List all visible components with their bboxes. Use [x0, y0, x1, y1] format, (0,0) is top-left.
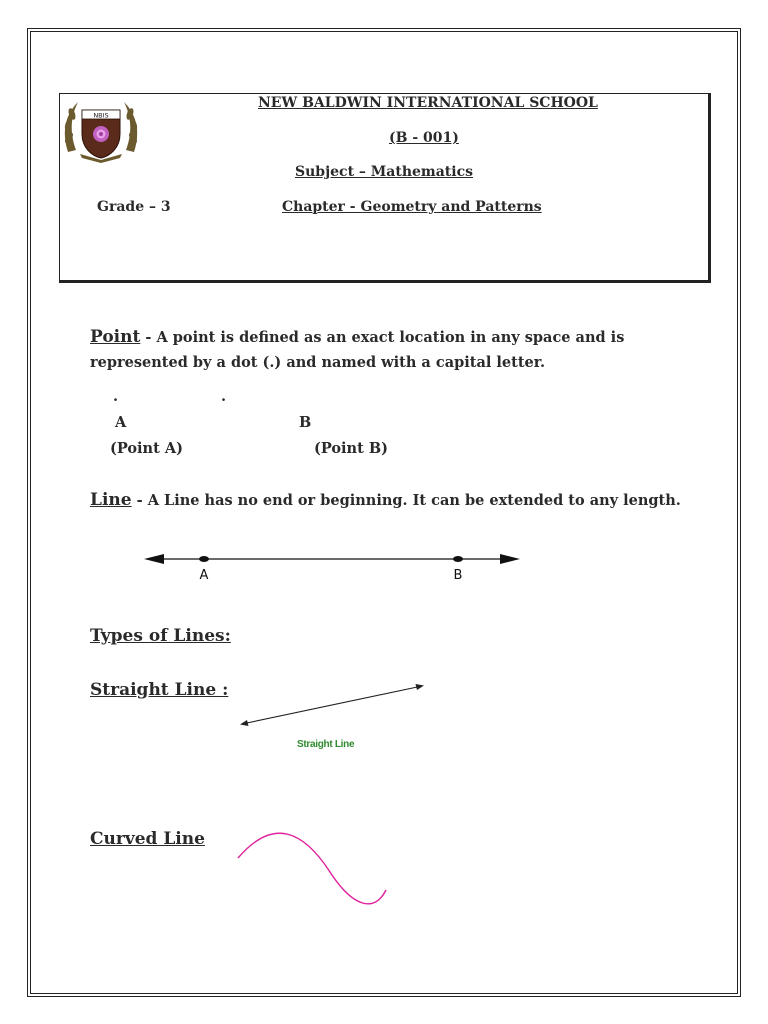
line-ab-diagram	[140, 540, 530, 590]
straight-line-heading: Straight Line :	[90, 680, 229, 700]
line-label-b: B	[453, 568, 463, 583]
point-a-dot: .	[113, 388, 119, 405]
straight-left-arrow-icon	[240, 720, 249, 726]
curved-line-heading: Curved Line	[90, 829, 205, 849]
point-b-marker	[453, 556, 463, 562]
point-definition-line1	[90, 324, 624, 351]
point-b-label: B	[299, 414, 312, 431]
line-definition	[90, 487, 681, 514]
subject-title: Subject – Mathematics	[295, 164, 473, 180]
school-code: (B - 001)	[389, 130, 459, 146]
types-of-lines-heading: Types of Lines:	[90, 626, 231, 646]
point-a-marker	[199, 556, 209, 562]
straight-right-arrow-icon	[416, 684, 425, 690]
chapter-title: Chapter - Geometry and Patterns	[282, 199, 542, 215]
point-definition-line2: represented by a dot (.) and named with a capital letter.	[90, 354, 546, 371]
school-crest-logo	[60, 94, 142, 164]
point-b-dot: .	[221, 388, 227, 405]
curved-line-diagram	[234, 828, 394, 912]
point-a-caption: (Point A)	[110, 440, 183, 457]
grade-label: Grade – 3	[97, 199, 171, 215]
line-label-a: A	[199, 568, 209, 583]
line-term: Line	[90, 490, 132, 510]
point-b-caption: (Point B)	[314, 440, 388, 457]
school-name: NEW BALDWIN INTERNATIONAL SCHOOL	[258, 95, 598, 111]
point-definition-text: - A point is defined as an exact location in any space and is	[140, 329, 625, 346]
left-arrowhead-icon	[144, 554, 164, 564]
header-box	[59, 93, 711, 283]
point-a-label: A	[115, 414, 127, 431]
crest-text: NBIS	[93, 111, 109, 120]
straight-line-caption: Straight Line	[297, 739, 355, 750]
straight-line-diagram	[236, 680, 430, 732]
line-definition-text: - A Line has no end or beginning. It can be extended to any length.	[131, 492, 681, 509]
right-arrowhead-icon	[500, 554, 520, 564]
point-term: Point	[90, 327, 141, 347]
